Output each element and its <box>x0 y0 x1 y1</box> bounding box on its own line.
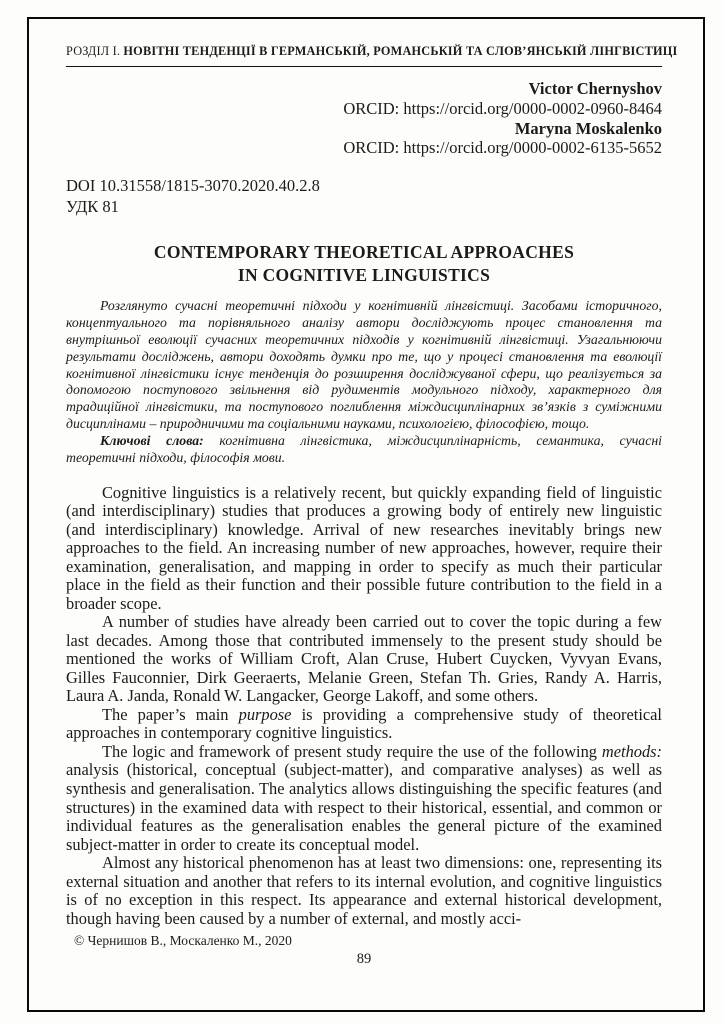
paragraph-text: is providing a comprehensive study of theoretical approaches in contemporary cognitive linguistics. <box>66 704 662 743</box>
page-footer <box>66 933 662 968</box>
paragraph-text: The logic and framework of present study require the use of the following <box>102 741 602 761</box>
paragraph-text: The paper’s main <box>102 704 239 724</box>
author-orcid-2: ORCID: https://orcid.org/0000-0002-6135-5652 <box>343 138 662 158</box>
italic-term-purpose: purpose <box>238 704 292 724</box>
keywords-line <box>66 433 662 467</box>
article-body <box>66 484 662 929</box>
running-header-title: НОВІТНІ ТЕНДЕНЦІЇ В ГЕРМАНСЬКІЙ, РОМАНСЬКІЙ ТА СЛОВ’ЯНСЬКІЙ ЛІНГВІСТИЦІ <box>123 44 678 58</box>
article-title-line-1: CONTEMPORARY THEORETICAL APPROACHES <box>153 242 575 263</box>
keywords-list: когнітивна лінгвістика, міждисциплінарність, семантика, сучасні теоретичні підходи, філософія мови. <box>66 432 662 465</box>
author-orcid-1: ORCID: https://orcid.org/0000-0002-0960-8464 <box>343 98 662 118</box>
author-name-1: Victor Chernyshov <box>528 79 662 98</box>
italic-term-methods: methods: <box>601 741 662 761</box>
udk-line: УДК 81 <box>66 196 119 216</box>
abstract-text: Розглянуто сучасні теоретичні підходи у когнітивній лінгвістиці. Засобами історичного, концептуального та порівняльного аналізу автори досліджують процес становлення та внутрішньої еволюції сучасних теоретичних підходів у когнітивній лінгвістиці. Узагальнюючи результати досліджень, автори доходять думки про те, що у процесі становлення та еволюції когнітивної лінгвістики існує тенденція до розширення досліджуваної сфери, що реалізується за допомогою поступового звільнення від рудиментів модульного підходу, характерного для традиційної лінгвістики, та поступового поглиблення міждисциплінарних зв’язків з суміжними дисциплінами – природничими та соціальними науками, психологією, філософією, тощо. <box>66 298 662 432</box>
doi-line: DOI 10.31558/1815-3070.2020.40.2.8 <box>66 176 320 196</box>
page-content <box>66 44 678 1004</box>
running-header-chapter: РОЗДІЛ І. <box>66 44 124 58</box>
body-paragraph-1: Cognitive linguistics is a relatively recent, but quickly expanding field of linguistic (and interdisciplinary) studies that produces a growing body of entirely new linguistic (and interdisciplinary) knowledge. Arrival of new researches inevitably brings new approaches to the field. An increasing number of new approaches, however, require their examination, generalisation, and mapping in order to specify as much their particular place in the field as their function and their possible future contribution to the field in a broader scope. <box>66 482 662 613</box>
body-paragraph-4 <box>66 743 662 854</box>
body-paragraph-2: A number of studies have already been carried out to cover the topic during a few last decades. Among those that contributed immensely to the present study should be mentioned the works of William Croft, Alan Cruse, Hubert Cuycken, Vyvyan Evans, Gilles Fauconnier, Dirk Geeraerts, Melanie Green, Stefan Th. Gries, Randy A. Harris, Laura A. Janda, Ronald W. Langacker, George Lakoff, and some others. <box>66 612 662 706</box>
page-number: 89 <box>356 951 372 967</box>
body-paragraph-5: Almost any historical phenomenon has at least two dimensions: one, representing its external situation and another that refers to its internal evolution, and cognitive linguistics is of no exception in this respect. Its appearance and external historical development, though having been caused by a number of external, and mostly acci- <box>66 853 662 928</box>
identifiers-block <box>66 176 662 217</box>
authors-block <box>66 79 662 158</box>
running-header <box>66 44 678 59</box>
author-name-2: Maryna Moskalenko <box>514 118 662 138</box>
body-paragraph-3 <box>66 706 662 743</box>
copyright-line: © Чернишов В., Москаленко М., 2020 <box>74 933 292 948</box>
article-title <box>66 241 662 286</box>
paragraph-text: analysis (historical, conceptual (subject-matter), and comparative analyses) as well as synthesis and generalisation. The analytics allows distinguishing the specific features (and structures) in the examined data with respect to their historical, essential, and common or individual features as the generalisation enables the general picture of the examined subject-matter in order to create its conceptual model. <box>66 760 662 854</box>
article-title-line-2: IN COGNITIVE LINGUISTICS <box>237 264 491 285</box>
keywords-label: Ключові слова: <box>100 432 204 448</box>
header-rule <box>66 66 662 67</box>
